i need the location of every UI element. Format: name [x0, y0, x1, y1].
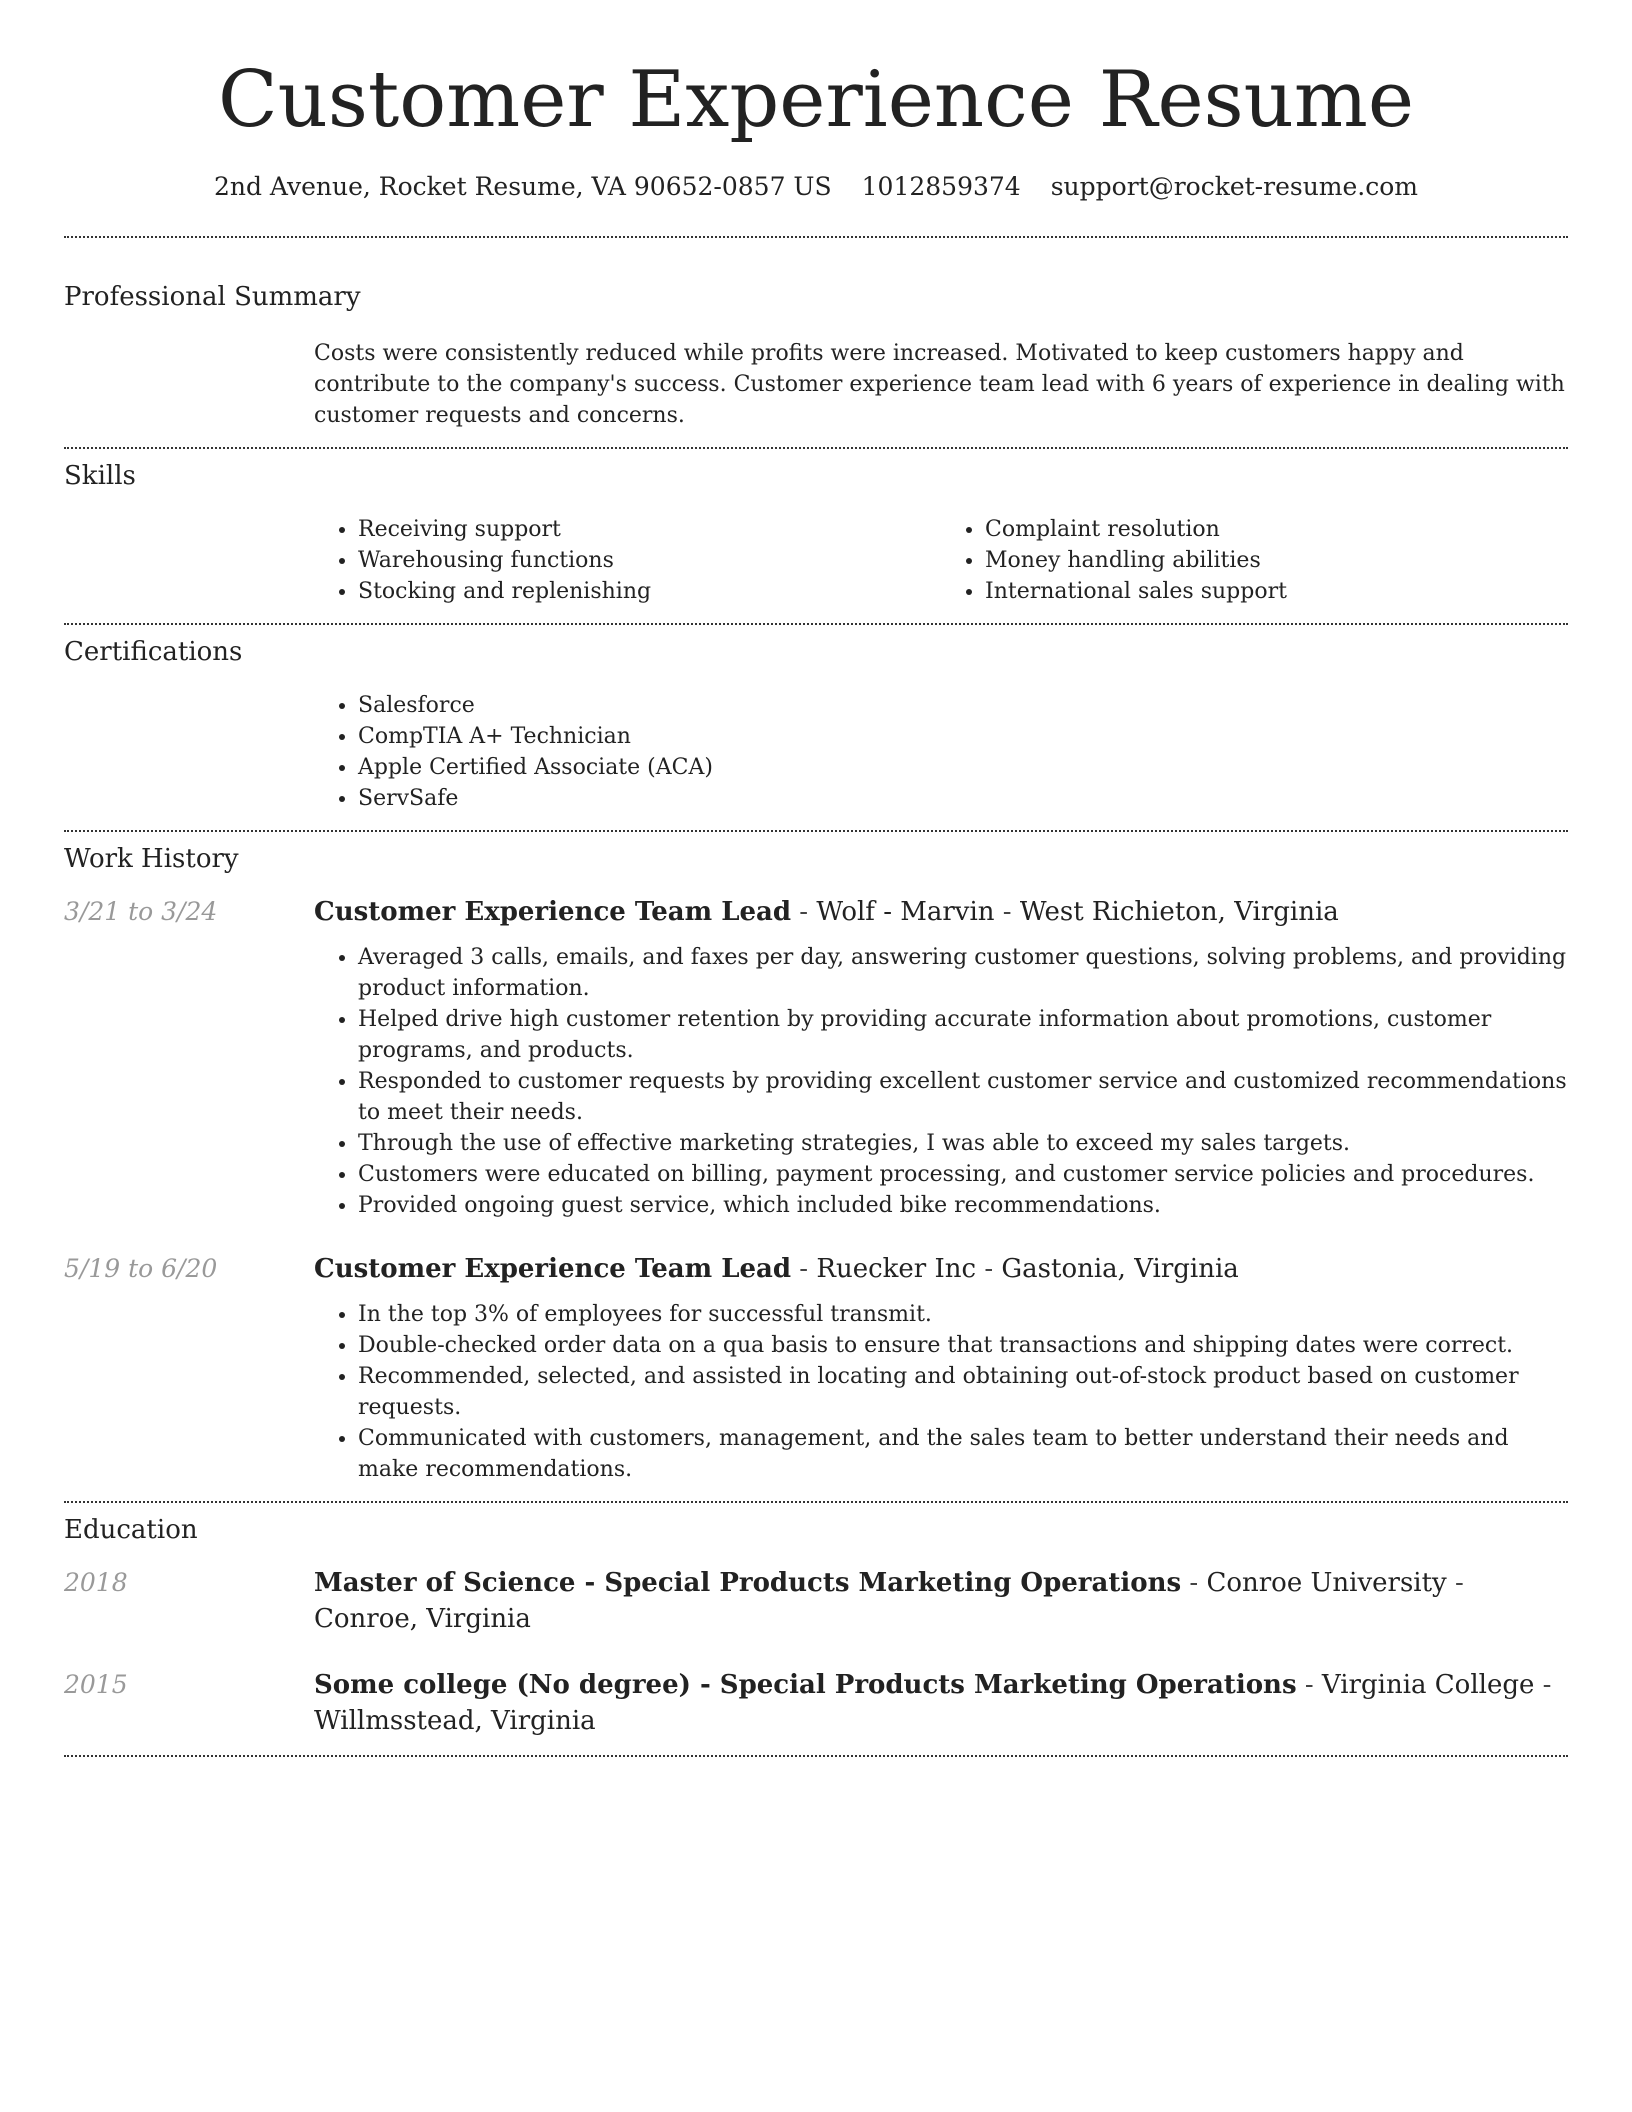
education-heading: Some college (No degree) - Special Products Marketing Operations - Virginia College - Willmsstead, Virginia — [314, 1670, 1552, 1736]
section-title-summary: Professional Summary — [64, 282, 361, 312]
section-title-education: Education — [64, 1515, 198, 1545]
skill-item: • International sales support — [985, 576, 1568, 607]
job-bullet: • Averaged 3 calls, emails, and faxes per day, answering customer questions, solving problems, and providing product information. — [358, 942, 1568, 1004]
contact-line — [64, 170, 1568, 204]
job-dates: 5/19 to 6/20 — [64, 1254, 218, 1283]
job-heading: Customer Experience Team Lead - Wolf - Marvin - West Richieton, Virginia — [314, 897, 1339, 927]
job-heading: Customer Experience Team Lead - Ruecker Inc - Gastonia, Virginia — [314, 1254, 1239, 1284]
education-school: Conroe University — [1206, 1568, 1447, 1598]
skill-item: • Stocking and replenishing — [358, 576, 941, 607]
resume-title: Customer Experience Resume — [217, 55, 1414, 145]
section-title-work-history: Work History — [64, 844, 239, 874]
education-location: Conroe, Virginia — [314, 1604, 531, 1634]
certification-item: • ServSafe — [358, 783, 1568, 814]
job-entry — [64, 1251, 1568, 1485]
job-location: West Richieton, Virginia — [1019, 897, 1339, 927]
skill-item: • Money handling abilities — [985, 545, 1568, 576]
job-bullet: • Responded to customer requests by providing excellent customer service and customized recommendations to meet their needs. — [358, 1066, 1568, 1128]
education-heading: Master of Science - Special Products Marketing Operations - Conroe University - Conroe, Virginia — [314, 1568, 1464, 1634]
job-bullets — [314, 942, 1568, 1221]
education-location: Willmsstead, Virginia — [314, 1706, 596, 1736]
contact-address: 2nd Avenue, Rocket Resume, VA 90652-0857 US — [213, 172, 832, 201]
job-company: Ruecker Inc — [816, 1254, 977, 1284]
skill-item: • Warehousing functions — [358, 545, 941, 576]
job-title: Customer Experience Team Lead — [314, 897, 792, 927]
skills-list-right — [941, 514, 1568, 607]
job-bullet: • Communicated with customers, management, and the sales team to better understand their needs and make recommendations. — [358, 1423, 1568, 1485]
education-entry — [64, 1667, 1568, 1739]
skills-list-left — [314, 514, 941, 607]
summary-text: Costs were consistently reduced while profits were increased. Motivated to keep customers happy and contribute to the company's success. Customer experience team lead with 6 years of experience in dealing with customer requests and concerns. — [314, 341, 1565, 428]
certifications-list — [314, 690, 1568, 814]
contact-phone: 1012859374 — [861, 172, 1021, 201]
education-degree: Some college (No degree) - Special Products Marketing Operations — [314, 1670, 1297, 1700]
job-company: Wolf - Marvin — [816, 897, 995, 927]
job-entry — [64, 894, 1568, 1221]
contact-email: support@rocket-resume.com — [1050, 172, 1419, 201]
job-bullet: • In the top 3% of employees for successful transmit. — [358, 1299, 1568, 1330]
education-school: Virginia College — [1321, 1670, 1535, 1700]
section-title-certifications: Certifications — [64, 637, 243, 667]
education-year: 2018 — [64, 1568, 128, 1597]
certification-item: • Salesforce — [358, 690, 1568, 721]
certification-item: • CompTIA A+ Technician — [358, 721, 1568, 752]
job-dates: 3/21 to 3/24 — [64, 897, 218, 926]
job-title: Customer Experience Team Lead — [314, 1254, 792, 1284]
summary-section — [64, 238, 1568, 447]
section-title-skills: Skills — [64, 461, 136, 491]
education-degree: Master of Science - Special Products Marketing Operations — [314, 1568, 1182, 1598]
certifications-section — [64, 625, 1568, 830]
certification-item: • Apple Certified Associate (ACA) — [358, 752, 1568, 783]
job-bullet: • Double-checked order data on a qua basis to ensure that transactions and shipping dates were correct. — [358, 1330, 1568, 1361]
education-entry — [64, 1565, 1568, 1637]
skill-item: • Complaint resolution — [985, 514, 1568, 545]
skill-item: • Receiving support — [358, 514, 941, 545]
education-section — [64, 1503, 1568, 1755]
job-bullet: • Provided ongoing guest service, which included bike recommendations. — [358, 1190, 1568, 1221]
job-bullet: • Helped drive high customer retention by providing accurate information about promotions, customer programs, and products. — [358, 1004, 1568, 1066]
work-history-section — [64, 832, 1568, 1501]
job-location: Gastonia, Virginia — [1001, 1254, 1239, 1284]
job-bullet: • Customers were educated on billing, payment processing, and customer service policies and procedures. — [358, 1159, 1568, 1190]
job-bullets — [314, 1299, 1568, 1485]
education-year: 2015 — [64, 1670, 128, 1699]
job-bullet: • Recommended, selected, and assisted in locating and obtaining out-of-stock product based on customer requests. — [358, 1361, 1568, 1423]
job-bullet: • Through the use of effective marketing strategies, I was able to exceed my sales targets. — [358, 1128, 1568, 1159]
skills-section — [64, 449, 1568, 623]
divider — [64, 1755, 1568, 1757]
resume-header — [64, 0, 1568, 204]
